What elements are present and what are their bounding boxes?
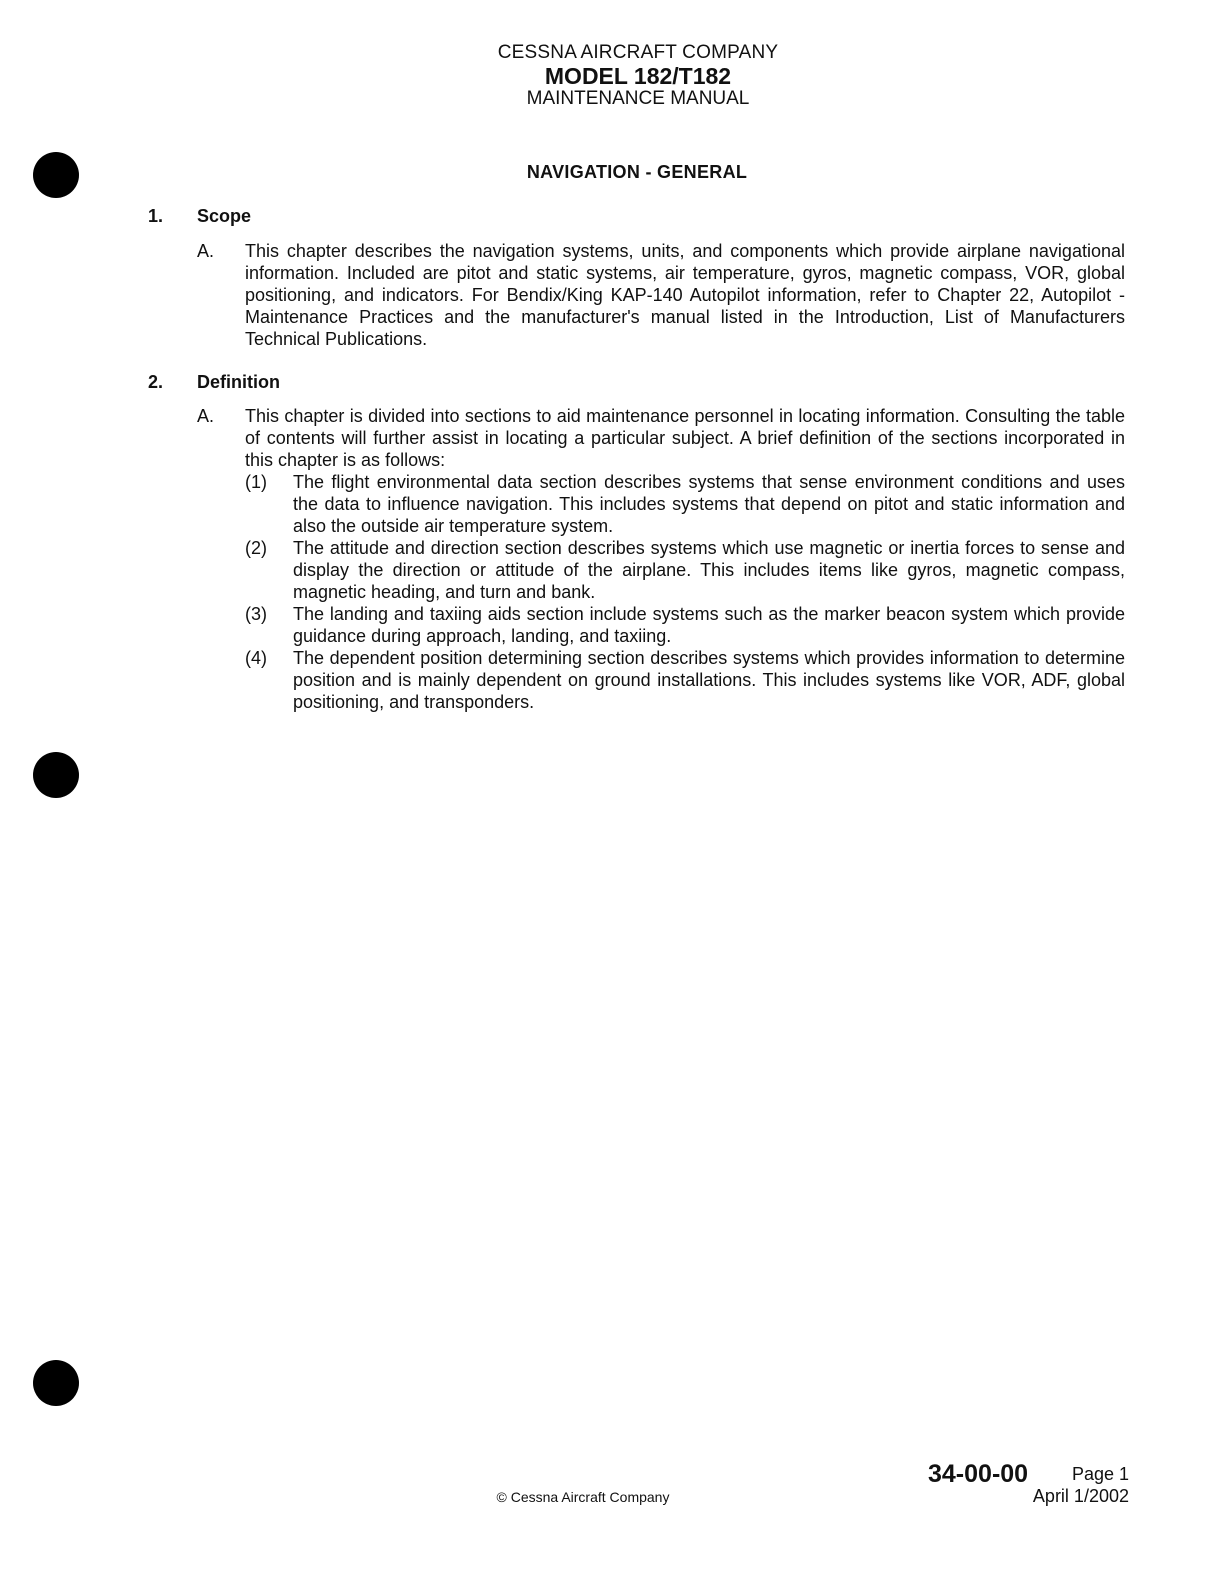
page-title: NAVIGATION - GENERAL	[526, 162, 748, 182]
list-item-text: The attitude and direction section describes systems which use magnetic or inertia forces to sense and display the direction or attitude of the airplane. This includes items like gyros, magnetic compass, magnetic heading, and turn and bank.	[293, 538, 1125, 602]
document-header	[0, 42, 1220, 110]
scope-paragraph	[197, 240, 1125, 350]
revision-date: April 1/2002	[1032, 1486, 1129, 1506]
paragraph-text: This chapter is divided into sections to aid maintenance personnel in locating information. Consulting the table of contents will further assist in locating a particular subject. A brief definition of the sections incorporated in this chapter is as follows:	[245, 406, 1125, 470]
list-item	[245, 603, 1125, 647]
manual-name: MAINTENANCE MANUAL	[526, 88, 750, 109]
section-heading-text: Definition	[197, 372, 280, 392]
punch-hole-bottom	[33, 1360, 79, 1406]
list-item	[245, 537, 1125, 603]
company-name: CESSNA AIRCRAFT COMPANY	[497, 42, 779, 63]
chapter-code: 34-00-00	[928, 1460, 1029, 1488]
list-marker: (4)	[245, 648, 267, 668]
copyright-notice: © Cessna Aircraft Company	[496, 1489, 670, 1505]
page-number: Page 1	[1071, 1464, 1129, 1484]
list-item	[245, 647, 1125, 713]
list-item-text: The flight environmental data section describes systems that sense environment conditions and uses the data to influence navigation. This includes systems that depend on pitot and static information and also the outside air temperature system.	[293, 472, 1125, 536]
section-heading-scope	[148, 206, 251, 227]
definition-paragraph	[197, 405, 1125, 471]
list-marker: (3)	[245, 604, 267, 624]
section-number: 2.	[148, 372, 164, 392]
definition-list	[245, 471, 1125, 713]
section-number: 1.	[148, 206, 164, 226]
list-marker: (1)	[245, 472, 267, 492]
paragraph-letter: A.	[197, 241, 215, 261]
paragraph-letter: A.	[197, 406, 215, 426]
list-item-text: The landing and taxiing aids section include systems such as the marker beacon system which provide guidance during approach, landing, and taxiing.	[293, 604, 1125, 646]
list-marker: (2)	[245, 538, 267, 558]
list-item-text: The dependent position determining section describes systems which provides information to determine position and is mainly dependent on ground installations. This includes systems like VOR, ADF, global positioning, and transponders.	[293, 648, 1125, 712]
section-heading-text: Scope	[197, 206, 252, 226]
list-item	[245, 471, 1125, 537]
paragraph-text: This chapter describes the navigation systems, units, and components which provide airplane navigational information. Included are pitot and static systems, air temperature, gyros, magnetic compass, VOR, global positioning, and indicators. For Bendix/King KAP-140 Autopilot information, refer to Chapter 22, Autopilot - Maintenance Practices and the manufacturer's manual listed in the Introduction, List of Manufacturers Technical Publications.	[245, 241, 1125, 349]
punch-hole-middle	[33, 752, 79, 798]
section-heading-definition	[148, 372, 280, 393]
model-name: MODEL 182/T182	[544, 63, 732, 89]
